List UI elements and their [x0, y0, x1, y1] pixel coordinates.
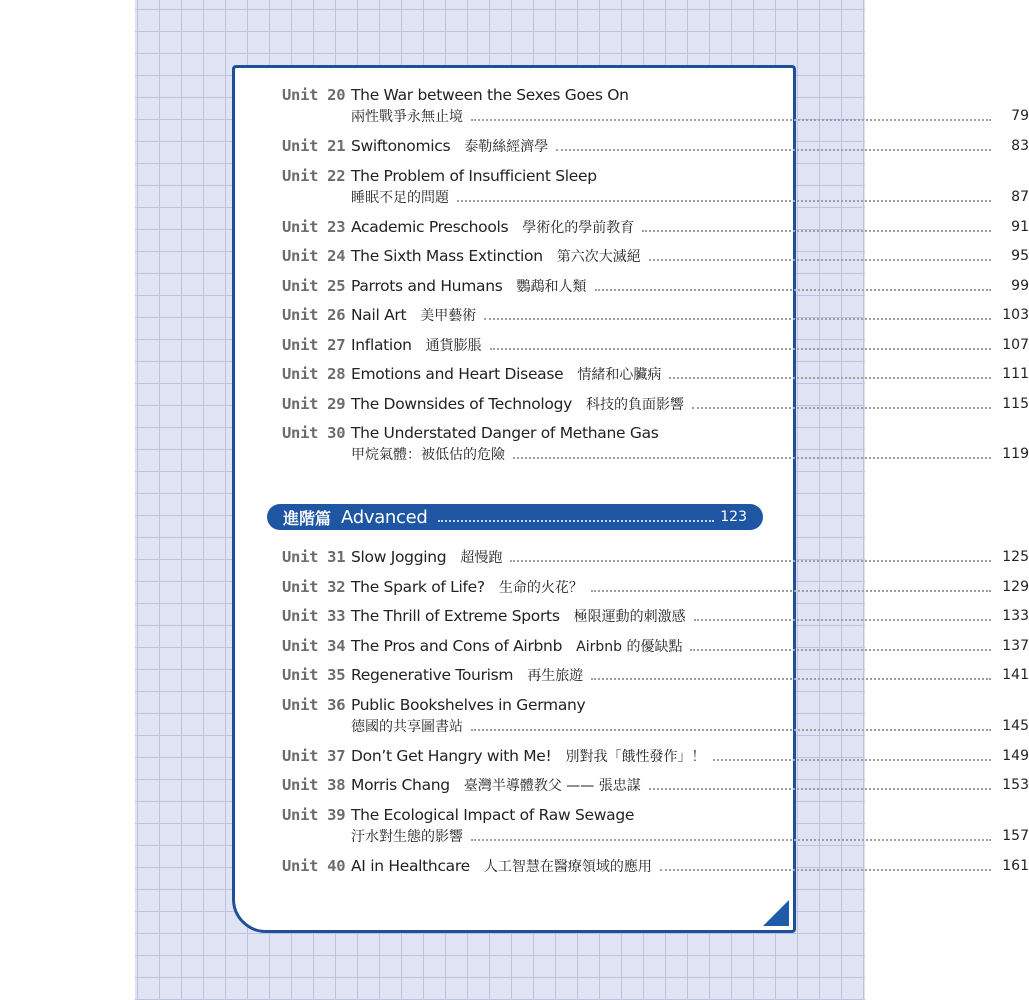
title-zh: 兩性戰爭永無止境 — [351, 109, 463, 125]
title-zh: 生命的火花？ — [498, 579, 583, 596]
unit-number: Unit 39 — [282, 805, 346, 824]
title-en: Regenerative Tourism — [351, 666, 514, 684]
toc-entry[interactable] — [282, 422, 1029, 466]
toc-entry[interactable] — [282, 694, 1029, 738]
title-en: Emotions and Heart Disease — [351, 365, 564, 383]
dot-leader — [660, 869, 991, 871]
page-number: 91 — [1011, 218, 1029, 235]
dot-leader — [510, 560, 991, 562]
title-en: Nail Art — [351, 306, 407, 324]
dot-leader — [669, 377, 991, 379]
toc-entry[interactable] — [282, 635, 1029, 657]
unit-number: Unit 40 — [282, 856, 346, 875]
title-en: The Spark of Life? — [351, 577, 485, 596]
title-line-chinese — [351, 105, 1029, 127]
dot-leader — [471, 839, 991, 841]
unit-number: Unit 32 — [282, 577, 346, 596]
title-zh: 睡眠不足的問題 — [351, 189, 449, 206]
dot-leader — [595, 289, 991, 291]
title-en: The Sixth Mass Extinction — [351, 247, 543, 265]
title-zh: 再生旅遊 — [527, 668, 584, 684]
title-zh: 學術化的學前教育 — [522, 219, 635, 236]
section-title-en: Advanced — [341, 506, 428, 528]
toc-entry[interactable] — [282, 334, 1029, 356]
title-line — [351, 855, 1029, 877]
title-line-english — [351, 694, 1029, 716]
page-number: 161 — [1002, 857, 1029, 874]
title-en: Inflation — [351, 335, 412, 354]
dot-leader — [591, 590, 991, 592]
title-zh: 甲烷氣體：被低估的危險 — [351, 447, 505, 463]
page-number: 79 — [1011, 108, 1029, 124]
title-line-chinese — [351, 186, 1029, 208]
toc-entry[interactable] — [282, 275, 1029, 297]
title-line — [351, 275, 1029, 297]
page-number: 153 — [1002, 777, 1029, 793]
toc-entry[interactable] — [282, 304, 1029, 326]
title-en: The Ecological Impact of Raw Sewage — [351, 805, 635, 824]
title-line — [351, 546, 1029, 568]
title-en: Swiftonomics — [351, 137, 451, 155]
page-number: 141 — [1002, 667, 1029, 683]
unit-number: Unit 20 — [282, 86, 346, 104]
toc-entry[interactable] — [282, 216, 1029, 238]
title-line-english — [351, 165, 1029, 187]
title-line-chinese — [351, 715, 1029, 737]
title-en: The Pros and Cons of Airbnb — [351, 636, 563, 655]
title-line — [351, 774, 1029, 796]
page-number: 157 — [1002, 827, 1029, 844]
title-line — [351, 393, 1029, 415]
page-number: 87 — [1011, 188, 1029, 205]
dot-leader — [690, 649, 991, 651]
unit-number: Unit 30 — [282, 424, 346, 442]
page-number: 99 — [1011, 277, 1029, 294]
unit-number: Unit 21 — [282, 137, 346, 155]
page-number: 145 — [1002, 717, 1029, 734]
title-en: AI in Healthcare — [351, 856, 470, 875]
dot-leader — [649, 788, 991, 790]
title-line — [351, 745, 1029, 767]
dot-leader — [457, 200, 991, 202]
title-line-chinese — [351, 443, 1029, 465]
title-en: Slow Jogging — [351, 548, 447, 566]
title-en: The Problem of Insufficient Sleep — [351, 166, 597, 185]
page-number: 83 — [1011, 138, 1029, 154]
page-number: 107 — [1002, 336, 1029, 353]
title-zh: 情緒和心臟病 — [577, 367, 662, 383]
page-number: 115 — [1002, 395, 1029, 412]
toc-entry[interactable] — [282, 363, 1029, 385]
dot-leader — [642, 230, 991, 232]
page-number: 95 — [1011, 248, 1029, 264]
title-line — [351, 216, 1029, 238]
title-zh: Airbnb 的優缺點 — [576, 638, 683, 655]
dot-leader — [471, 729, 991, 731]
toc-entry[interactable] — [282, 393, 1029, 415]
title-line — [351, 576, 1029, 598]
toc-entry[interactable] — [282, 774, 1029, 796]
toc-entry[interactable] — [282, 84, 1029, 128]
page-number: 133 — [1002, 608, 1029, 624]
title-line — [351, 363, 1029, 385]
toc-entry[interactable] — [282, 245, 1029, 267]
toc-entry[interactable] — [282, 165, 1029, 209]
dot-leader — [694, 619, 991, 621]
dot-leader — [490, 348, 991, 350]
title-line — [351, 605, 1029, 627]
dot-leader — [713, 759, 991, 761]
unit-number: Unit 29 — [282, 394, 346, 413]
title-en: Parrots and Humans — [351, 276, 503, 295]
page-number: 129 — [1002, 578, 1029, 595]
title-zh: 美甲藝術 — [420, 308, 477, 324]
page-number: 125 — [1002, 549, 1029, 565]
title-en: The Thrill of Extreme Sports — [351, 607, 560, 625]
toc-entry[interactable] — [282, 745, 1029, 767]
unit-number: Unit 36 — [282, 695, 346, 714]
unit-number: Unit 34 — [282, 636, 346, 655]
title-line — [351, 334, 1029, 356]
title-en: The War between the Sexes Goes On — [351, 86, 629, 104]
title-line — [351, 304, 1029, 326]
dot-leader — [556, 149, 991, 151]
unit-number: Unit 23 — [282, 217, 346, 236]
toc-entry[interactable] — [282, 664, 1029, 686]
section-title-zh: 進階篇 — [283, 508, 332, 528]
title-line — [351, 664, 1029, 686]
page-number: 103 — [1002, 307, 1029, 323]
title-zh: 德國的共享圖書站 — [351, 718, 463, 735]
title-zh: 人工智慧在醫療領域的應用 — [483, 858, 652, 875]
dot-leader — [692, 407, 991, 409]
dot-leader — [438, 520, 715, 522]
unit-number: Unit 28 — [282, 365, 346, 383]
unit-number: Unit 25 — [282, 276, 346, 295]
toc-entry[interactable] — [282, 804, 1029, 848]
unit-number: Unit 31 — [282, 548, 346, 566]
title-line-english — [351, 84, 1029, 106]
title-line — [351, 135, 1029, 157]
dot-leader — [591, 678, 991, 680]
toc-entry[interactable] — [282, 855, 1029, 877]
page-number: 119 — [1002, 446, 1029, 462]
title-zh: 超慢跑 — [460, 550, 503, 566]
title-line — [351, 635, 1029, 657]
unit-number: Unit 38 — [282, 776, 346, 794]
dot-leader — [649, 259, 991, 261]
title-line-chinese — [351, 825, 1029, 847]
dot-leader — [471, 119, 991, 121]
title-line-english — [351, 422, 1029, 444]
title-zh: 通貨膨脹 — [425, 337, 482, 354]
title-en: Academic Preschools — [351, 217, 509, 236]
unit-number: Unit 33 — [282, 607, 346, 625]
toc-entry[interactable] — [282, 135, 1029, 157]
title-zh: 泰勒絲經濟學 — [464, 139, 549, 155]
dot-leader — [513, 457, 991, 459]
title-line-english — [351, 804, 1029, 826]
corner-triangle-decoration — [763, 900, 789, 926]
title-en: Public Bookshelves in Germany — [351, 695, 586, 714]
title-zh: 汙水對生態的影響 — [351, 828, 463, 845]
unit-number: Unit 37 — [282, 746, 346, 765]
title-en: The Downsides of Technology — [351, 394, 573, 413]
unit-number: Unit 35 — [282, 666, 346, 684]
title-en: The Understated Danger of Methane Gas — [351, 424, 659, 442]
title-zh: 第六次大滅絕 — [556, 249, 641, 265]
page-number: 149 — [1002, 747, 1029, 764]
title-zh: 臺灣半導體教父 —— 張忠謀 — [463, 778, 641, 794]
dot-leader — [484, 318, 991, 320]
unit-number: Unit 26 — [282, 306, 346, 324]
section-page-number: 123 — [720, 509, 747, 525]
title-zh: 科技的負面影響 — [586, 396, 685, 413]
unit-number: Unit 27 — [282, 335, 346, 354]
title-en: Don’t Get Hangry with Me! — [351, 746, 552, 765]
title-en: Morris Chang — [351, 776, 450, 794]
section-banner-advanced[interactable] — [267, 504, 763, 530]
page-number: 137 — [1002, 637, 1029, 654]
title-zh: 極限運動的刺激感 — [573, 609, 686, 625]
title-line — [351, 245, 1029, 267]
title-zh: 鸚鵡和人類 — [516, 278, 587, 295]
page-number: 111 — [1002, 366, 1029, 382]
toc-entry[interactable] — [282, 576, 1029, 598]
toc-entry[interactable] — [282, 605, 1029, 627]
unit-number: Unit 22 — [282, 166, 346, 185]
unit-number: Unit 24 — [282, 247, 346, 265]
toc-entry[interactable] — [282, 546, 1029, 568]
title-zh: 別對我「餓性發作」！ — [565, 748, 706, 765]
